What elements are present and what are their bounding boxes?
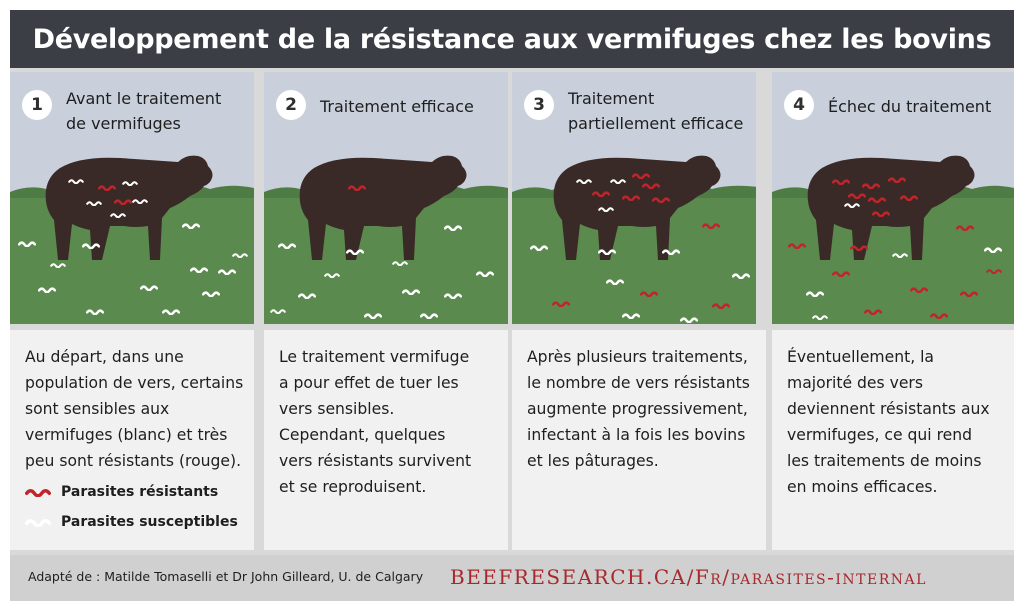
footer — [10, 555, 1014, 601]
panel-4 — [772, 72, 1014, 550]
panel-heading-line: Traitement efficace — [320, 97, 474, 116]
panel-description: Au départ, dans une population de vers, certains sont sensibles aux vermifuges (blanc) et très peu sont résistants (rouge). — [25, 348, 244, 470]
panel-description-box — [772, 330, 1014, 550]
panel-description: Le traitement vermifuge a pour effet de tuer les vers sensibles. Cependant, quelques vers résistants survivent et se reproduisent. — [279, 348, 472, 496]
panel-heading-line: Échec du traitement — [828, 97, 992, 116]
step-number-badge: 4 — [784, 90, 814, 120]
panel-heading-line: partiellement efficace — [568, 114, 744, 133]
panel-description: Après plusieurs traitements, le nombre de vers résistants augmente progressivement, infectant à la fois les bovins et les pâturages. — [527, 348, 750, 470]
legend-resistant — [25, 484, 250, 500]
panel-heading — [66, 86, 251, 136]
panel-description: Éventuellement, la majorité des vers deviennent résistants aux vermifuges, ce qui rend les traitements de moins en moins efficaces. — [787, 348, 990, 496]
legend-label: Parasites susceptibles — [61, 514, 238, 530]
step-number-badge: 1 — [22, 90, 52, 120]
white-worm-icon — [25, 517, 51, 527]
step-number-badge: 2 — [276, 90, 306, 120]
panel-description-box — [264, 330, 508, 550]
panel-heading — [568, 86, 753, 136]
panel-heading — [320, 94, 505, 119]
panel-heading-line: de vermifuges — [66, 114, 181, 133]
panel-heading-line: Traitement — [568, 89, 655, 108]
panel-description-box — [512, 330, 766, 550]
page-title: Développement de la résistance aux vermifuges chez les bovins — [32, 23, 992, 55]
panel-description-box — [10, 330, 254, 550]
panel-1 — [10, 72, 254, 550]
infographic — [10, 10, 1014, 601]
panel-heading-line: Avant le traitement — [66, 89, 222, 108]
red-worm-icon — [25, 487, 51, 497]
step-number-badge: 3 — [524, 90, 554, 120]
panel-2 — [264, 72, 508, 550]
panel-heading — [828, 94, 1013, 119]
legend-susceptible — [25, 514, 250, 530]
source-credit: Adapté de : Matilde Tomaselli et Dr John Gilleard, U. de Calgary — [28, 569, 424, 584]
website-link[interactable]: BEEFRESEARCH.CA/Fr/parasites-internal — [450, 565, 927, 589]
title-bar — [10, 10, 1014, 68]
legend-label: Parasites résistants — [61, 484, 219, 500]
panel-3 — [512, 72, 756, 550]
